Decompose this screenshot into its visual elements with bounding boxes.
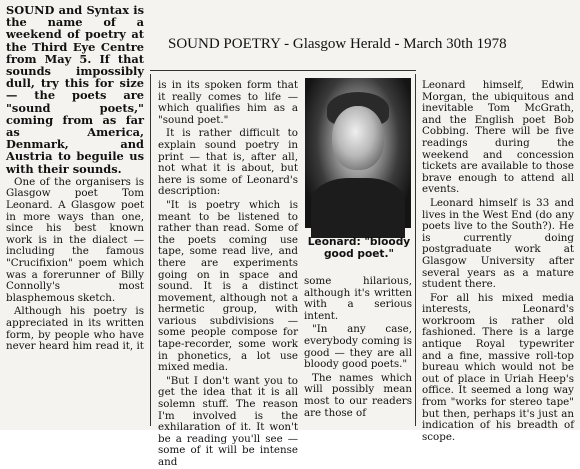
header-rule [150,70,416,71]
clipping-title: SOUND POETRY - Glasgow Herald - March 30th 1978 [168,36,507,52]
article-paragraph: "It is poetry which is meant to be listened to rather than read. Some of the poets coming use tape, some read live, and there are experiments going on in space and sound. It is a distinct movement, although not a hermetic group, with various subdivisions — some people compose for tape-recorder, some work in phonetics, a lot use mixed media. [158,198,298,374]
article-column-3 [304,276,412,428]
article-paragraph: Leonard himself, Edwin Morgan, the ubiquitous and inevitable Tom McGrath, and the English poet Bob Cobbing. There will be five readings during the weekend and concession tickets are available to those brave enough to attend all events. [422,79,574,196]
column-rule [150,74,151,426]
article-column-4 [422,79,574,443]
article-paragraph: is in its spoken form that it really comes to life — which qualifies him as a "sound poet." [158,79,298,126]
column-rule [415,74,416,426]
article-paragraph: For all his mixed media interests, Leonard's workroom is rather old fashioned. There is a large antique Royal typewriter and a fine, massive roll-top bureau which would not be out of place in Uriah Heep's office. It seemed a long way from "works for stereo tape" but then, perhaps it's just an indication of his breadth of scope. [422,291,574,443]
article-paragraph: Leonard himself is 33 and lives in the West End (do any poets live to the South?). He is currently doing postgraduate work at Glasgow University after several years as a mature student there. [422,196,574,291]
article-lead: SOUND and Syntax is the name of a weekend of poetry at the Third Eye Centre from May 5. If that sounds impossibly dull, try this for size — the poets are "sound poets," coming from as far as America, Denmark, and Austria to beguile us with their sounds. [6,3,144,176]
article-paragraph: "But I don't want you to get the idea that it is all solemn stuff. The reason I'm involved is the exhilaration of it. It won't be a reading you'll see — some of it will be intense and [158,374,298,468]
article-column-2 [158,79,298,468]
photo-face [332,106,384,170]
photo-caption: Leonard: "bloody good poet." [307,236,411,260]
article-paragraph: "In any case, everybody coming is good — they are all bloody good poets." [304,323,412,371]
portrait-photo [305,78,411,228]
article-paragraph: One of the organisers is Glasgow poet Tom Leonard. A Glasgow poet in more ways than one, since his best known work is in the dialect — including the famous "Crucifixion" poem which was a forerunner of Billy Connolly's most blasphemous sketch. [6,175,144,304]
article-paragraph: It is rather difficult to explain sound poetry in print — that is, after all, not what it is about, but here is some of Leonard's description: [158,127,298,198]
photo-body [311,178,405,238]
article-column-1 [6,4,144,428]
article-paragraph: The names which will possibly mean most to our readers are those of [304,371,412,419]
article-paragraph: some hilarious, although it's written with a serious intent. [304,275,412,322]
article-paragraph: Although his poetry is appreciated in its written form, by people who have never heard him read it, it [6,305,144,353]
